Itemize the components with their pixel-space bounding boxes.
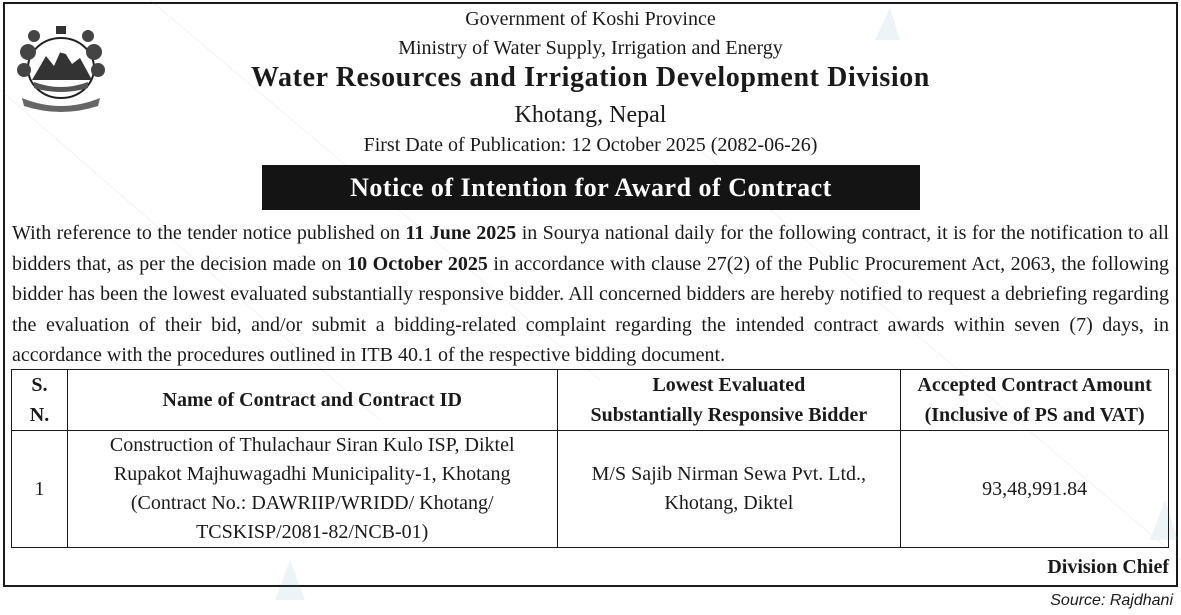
publication-date: First Date of Publication: 12 October 2025 (2082-06-26): [363, 134, 818, 156]
government-name: Government of Koshi Province: [465, 8, 716, 30]
cell-bidder: M/S Sajib Nirman Sewa Pvt. Ltd., Khotang, Diktel: [557, 431, 901, 548]
header-lowest-bidder: Lowest Evaluated Substantially Responsive Bidder: [557, 370, 901, 431]
source-credit: Source: Rajdhani: [1050, 592, 1173, 609]
table-row: [12, 431, 1169, 548]
body-text-part-1: With reference to the tender notice published on: [12, 222, 406, 244]
body-text-part-2: in Sourya national daily for the following contract, it is for the notification to all bidders that, as per the decision made on: [12, 222, 1169, 275]
decision-date: 10 October 2025: [347, 252, 488, 275]
body-text-part-3: in accordance with clause 27(2) of the Public Procurement Act, 2063, the following bidder has been the lowest evaluated substantially responsive bidder. All concerned bidders are hereby notified to request a debriefing regarding the evaluation of their bid, and/or submit a bidding-related complaint regarding the intended contract awards within seven (7) days, in accordance with the procedures outlined in ITB 40.1 of the respective bidding document.: [12, 252, 1170, 366]
signatory-title: Division Chief: [1047, 556, 1169, 578]
tender-date: 11 June 2025: [405, 222, 517, 244]
cell-serial-number: 1: [12, 431, 68, 548]
office-location: Khotang, Nepal: [514, 102, 667, 128]
header-contract-amount: Accepted Contract Amount (Inclusive of PS and VAT): [901, 370, 1169, 431]
notice-title: Notice of Intention for Award of Contract: [350, 172, 832, 202]
cell-contract-name: Construction of Thulachaur Siran Kulo ISP, Diktel Rupakot Majhuwagadhi Municipality-1, Khotang (Contract No.: DAWRIIP/WRIDD/ Khotang/ TCSKISP/2081-82/NCB-01): [67, 431, 557, 548]
header-serial-number: S. N.: [12, 370, 68, 431]
notice-title-banner: [262, 165, 920, 210]
table-header-row: [12, 370, 1169, 431]
ministry-name: Ministry of Water Supply, Irrigation and Energy: [398, 37, 783, 59]
notice-body: [12, 218, 1169, 371]
header-contract-name: Name of Contract and Contract ID: [67, 370, 557, 431]
cell-contract-amount: 93,48,991.84: [901, 431, 1169, 548]
award-table: [11, 369, 1169, 548]
division-name: Water Resources and Irrigation Development Division: [251, 62, 930, 93]
